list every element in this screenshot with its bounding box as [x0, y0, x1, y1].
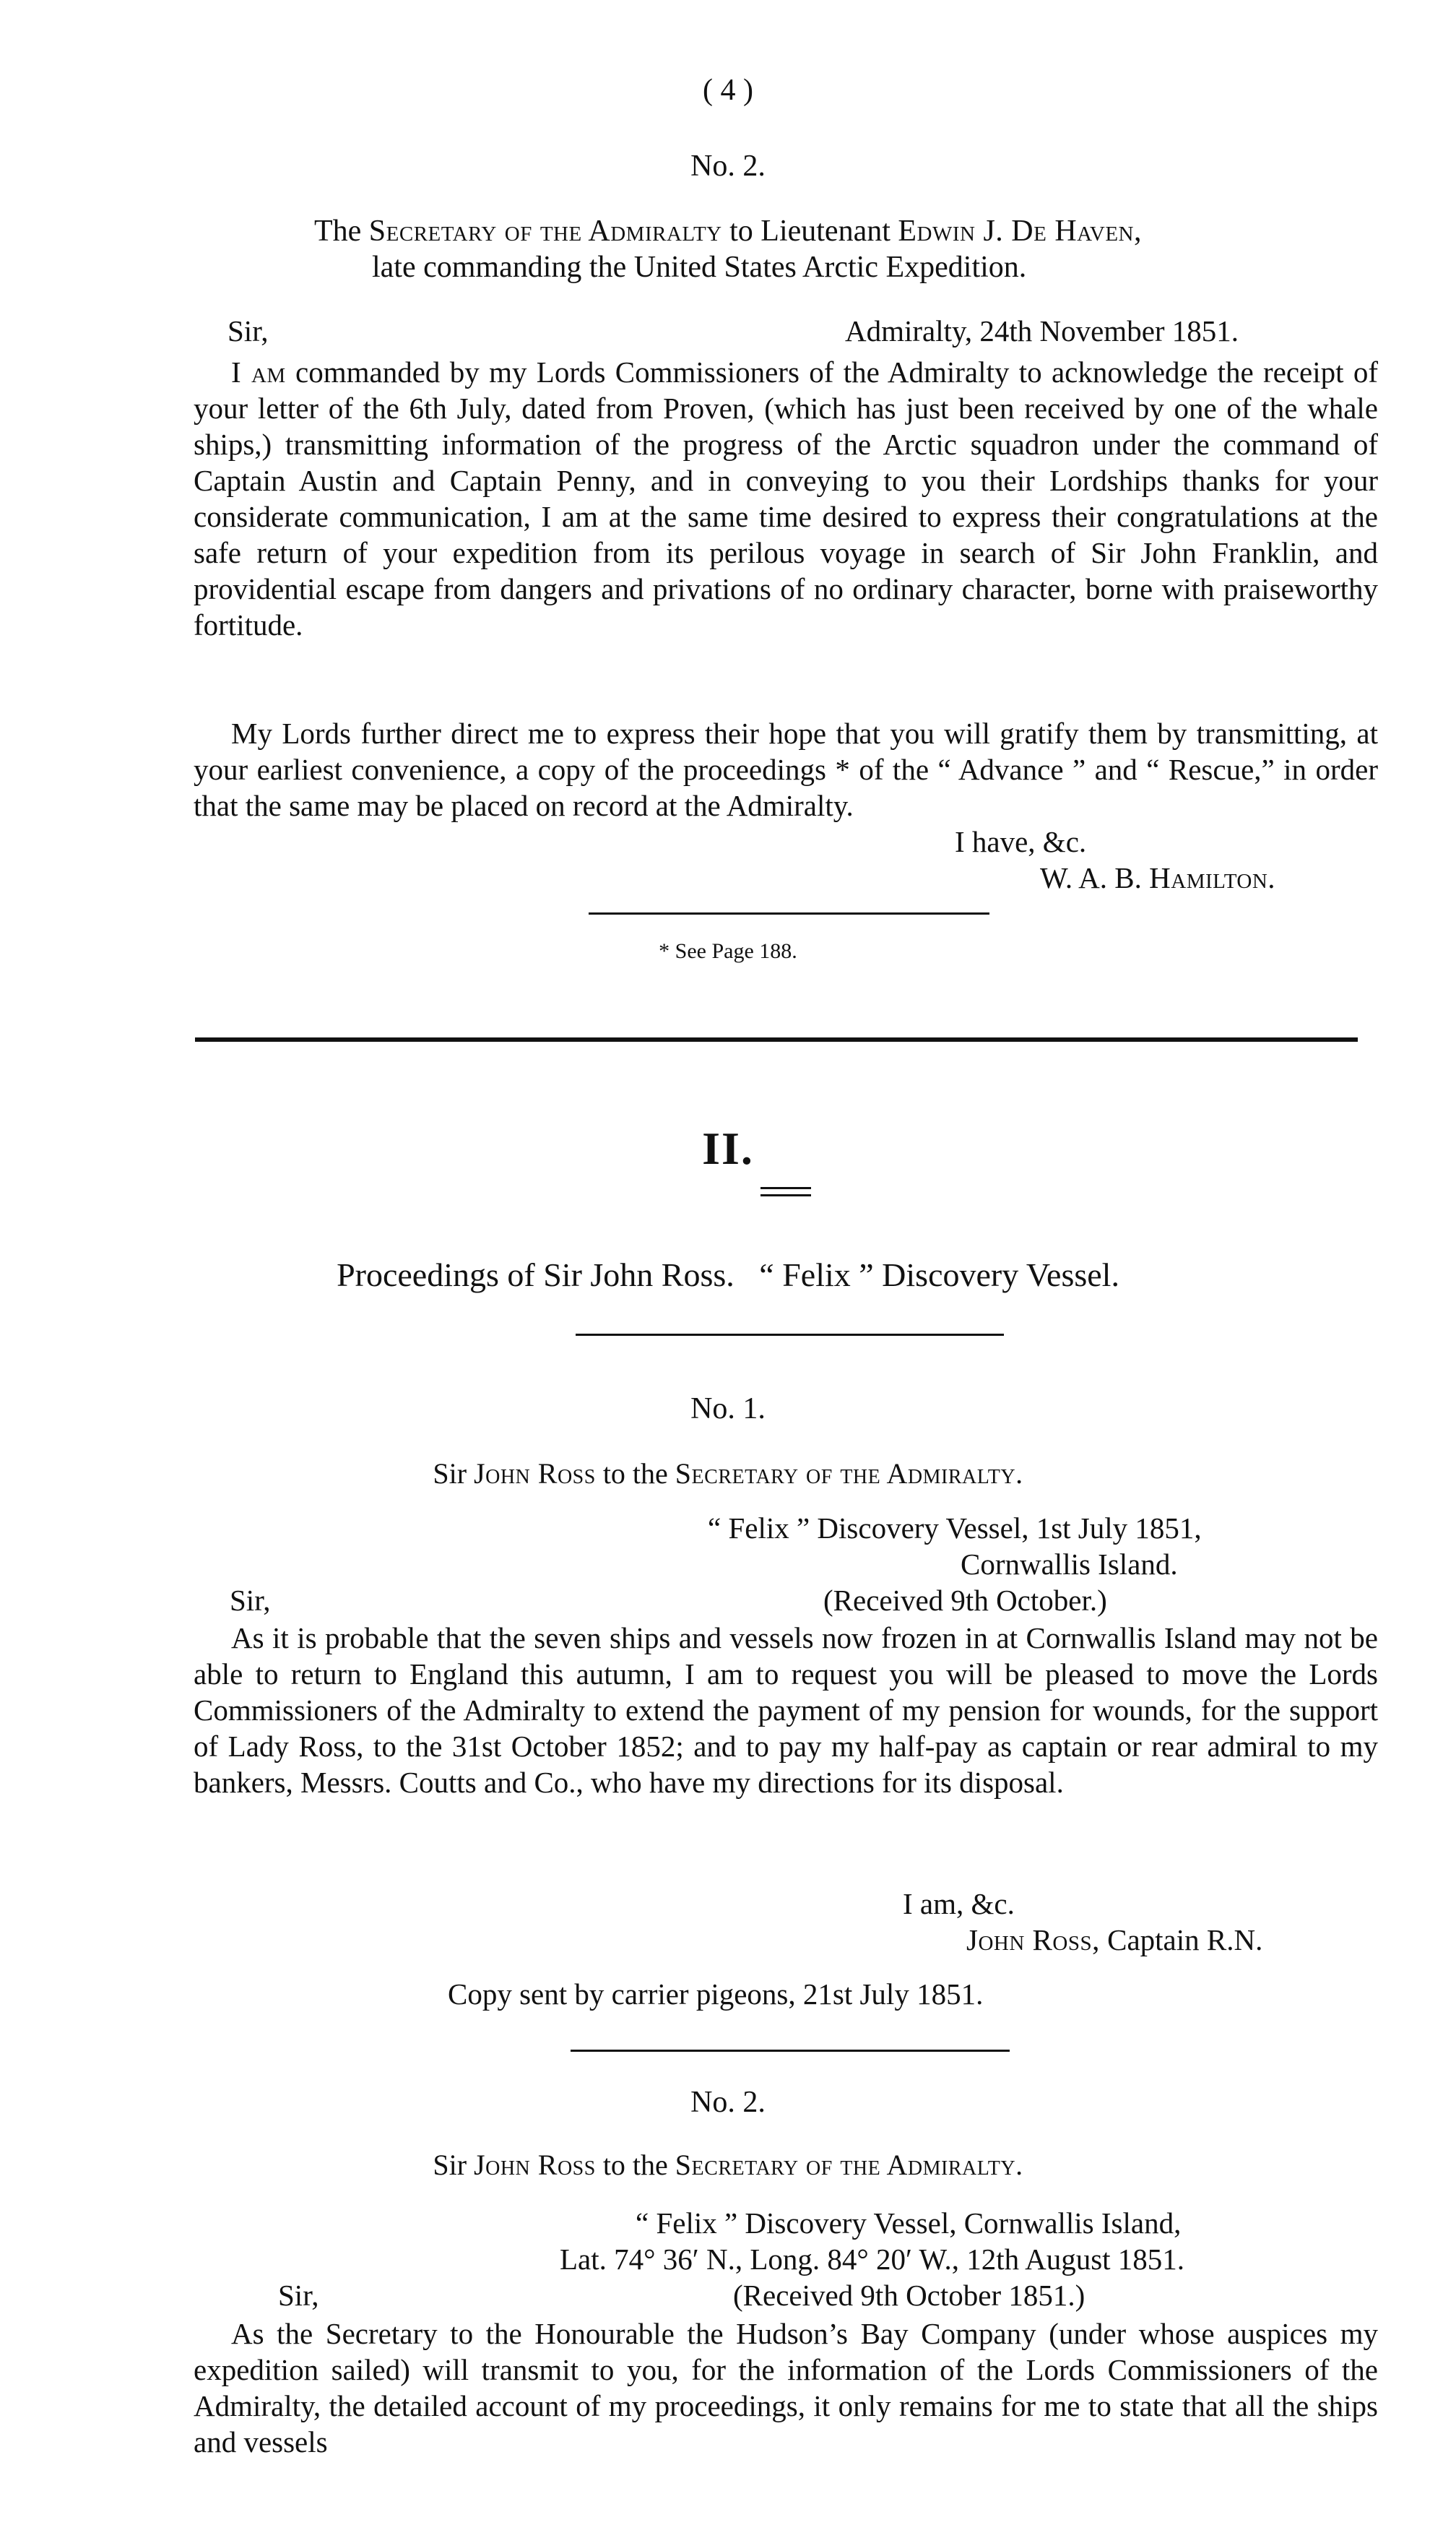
- letter-dateline-2: Lat. 74° 36′ N., Long. 84° 20′ W., 12th August 1851.: [560, 2243, 1185, 2276]
- letter-salutation: Sir,: [228, 314, 269, 348]
- section-underline-bottom: [760, 1194, 811, 1196]
- letter-note: Copy sent by carrier pigeons, 21st July 1851.: [448, 1977, 984, 2011]
- letter-salutation: Sir,: [230, 1584, 271, 1617]
- address-text: to the: [595, 2149, 675, 2181]
- section-divider: [195, 1037, 1358, 1042]
- address-text: Sir: [433, 2149, 474, 2181]
- section-title: Proceedings of Sir John Ross. “ Felix ” Discovery Vessel.: [337, 1256, 1119, 1293]
- address-text-smallcaps: John Ross: [474, 1457, 596, 1490]
- letter-signature: [1040, 860, 1275, 896]
- letter-received: (Received 9th October.): [823, 1584, 1107, 1617]
- letter-address: [0, 2147, 1456, 2183]
- address-text-smallcaps: John Ross: [474, 2149, 596, 2181]
- address-text-smallcaps: Edwin J. De Haven,: [898, 215, 1142, 248]
- section-underline-top: [760, 1187, 811, 1189]
- letter-signature: [966, 1922, 1262, 1958]
- letter-closing: I have, &c.: [955, 825, 1087, 858]
- letter-paragraph-2: My Lords further direct me to express their hope that you will gratify them by transmitting, at your earliest convenience, a copy of the proceedings * of the “ Advance ” and “ Rescue,” in order that the same may be placed on record at the Admiralty.: [194, 717, 1378, 822]
- letter-salutation: Sir,: [278, 2279, 319, 2312]
- letter-heading: No. 2.: [690, 150, 766, 183]
- letter-dateline-1: “ Felix ” Discovery Vessel, Cornwallis Island,: [636, 2206, 1182, 2240]
- signature-text: Captain R.N.: [1099, 1923, 1263, 1956]
- letter-heading: No. 2.: [690, 2086, 766, 2119]
- letter-body: As it is probable that the seven ships and vessels now frozen in at Cornwallis Island may not be able to return to England this autumn, I am to request you will be pleased to move the Lords Commissioners of the Admiralty to extend the payment of my pension for wounds, for the support of Lady Ross, to the 31st October 1852; and to pay my half-pay as captain or rear admiral to my bankers, Messrs. Coutts and Co., who have my directions for its disposal.: [194, 1621, 1378, 1799]
- paragraph-text: commanded by my Lords Commissioners of the Admiralty to acknowledge the receipt of your letter of the 6th July, dated from Proven, (which has just been received by one of the whale ships,) transmitting information of the progress of the Arctic squadron under the command of Captain Austin and Captain Penny, and in conveying to you their Lordships thanks for your considerate communication, I am at the same time desired to express their congratulations at the safe return of your expedition from its perilous voyage in search of Sir John Franklin, and providential escape from dangers and privations of no ordinary character, borne with praiseworthy fortitude.: [194, 355, 1378, 642]
- letter-separator-rule: [571, 2050, 1010, 2052]
- letter-closing: I am, &c.: [903, 1887, 1015, 1920]
- letter-heading: No. 1.: [690, 1392, 766, 1425]
- address-text: to the: [595, 1457, 675, 1490]
- letter-body: As the Secretary to the Honourable the Hudson’s Bay Company (under whose auspices my expedition sailed) will transmit to you, for the information of the Lords Commissioners of the Admiralty, the detailed account of my proceedings, it only remains for me to state that all the ships and vessels: [194, 2317, 1378, 2459]
- signature-text-smallcaps: Hamilton.: [1149, 861, 1276, 894]
- paragraph-initial-smallcaps: I am: [231, 355, 286, 389]
- section-numeral: II.: [702, 1123, 754, 1174]
- address-text-smallcaps: Secretary of the Admiralty.: [675, 2149, 1023, 2181]
- address-text: The: [313, 215, 369, 248]
- page-number: ( 4 ): [703, 74, 753, 107]
- letter-address: [0, 1456, 1456, 1492]
- signature-text-smallcaps: John Ross,: [966, 1923, 1100, 1956]
- signature-text: W. A. B.: [1040, 861, 1150, 894]
- letter-received: (Received 9th October 1851.): [733, 2279, 1086, 2312]
- letter-dateline-1: “ Felix ” Discovery Vessel, 1st July 1851,: [708, 1511, 1202, 1545]
- address-text-smallcaps: Secretary of the Admiralty.: [675, 1457, 1023, 1490]
- letter-address-line2: late commanding the United States Arctic Expedition.: [372, 251, 1027, 284]
- address-text: Sir: [433, 1457, 474, 1490]
- letter-paragraph-1: [194, 354, 1378, 643]
- letter-dateline-2: Cornwallis Island.: [961, 1548, 1178, 1581]
- letter-address-line1: [0, 213, 1456, 249]
- title-rule: [576, 1334, 1004, 1336]
- footnote-rule: [589, 912, 989, 915]
- address-text-smallcaps: Secretary of the Admiralty: [368, 215, 722, 248]
- letter-place-date: Admiralty, 24th November 1851.: [845, 314, 1239, 348]
- footnote: * See Page 188.: [659, 939, 797, 963]
- address-text: to Lieutenant: [722, 215, 898, 248]
